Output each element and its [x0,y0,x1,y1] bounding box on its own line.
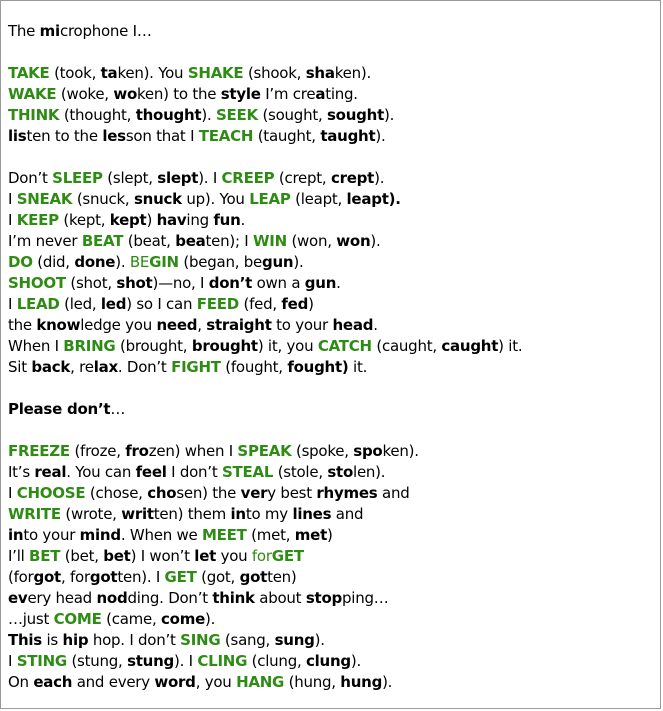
text-segment: ). [384,106,395,124]
text-segment: (did, [32,253,75,271]
bold-text: done [74,253,116,271]
text-segment: ). [115,253,130,271]
bold-text: sung [274,631,315,649]
text-segment: (woke, [56,85,114,103]
bold-text: hung [340,673,383,691]
lyric-line [8,105,522,126]
bold-text: stop [305,589,342,607]
lyric-line [8,252,522,273]
text-segment: (bet, [60,547,104,565]
bold-text: word [154,673,196,691]
text-segment: and [377,484,410,502]
bold-text: brought [191,337,258,355]
verb-highlight: CATCH [317,337,372,355]
lyric-line [8,315,522,336]
bold-text: a [315,85,326,103]
bold-text: snuck [133,190,182,208]
bold-text: Please don’t [8,400,111,418]
bold-text: let [194,547,217,565]
lyric-line [8,294,522,315]
text-segment: and [331,505,364,523]
text-segment: , re [70,358,94,376]
bold-text: leapt). [346,190,401,208]
text-segment: . [336,274,341,292]
bold-text: ver [240,484,268,502]
lyric-line [8,84,522,105]
bold-text: This [8,631,42,649]
text-segment: I [8,211,17,229]
text-segment: (froze, [69,442,126,460]
text-segment: ) I won’t [130,547,195,565]
text-segment: ken). [382,442,419,460]
text-segment: sen) the [176,484,241,502]
verb-highlight: HANG [236,673,285,691]
text-segment: BE [129,253,150,271]
text-segment: , [197,316,207,334]
verb-highlight: LEAD [16,295,60,313]
verb-highlight: TAKE [8,64,50,82]
bold-text: writ [121,505,154,523]
text-segment: (slept, [102,169,158,187]
text-segment: (stole, [273,463,328,481]
text-segment: I [8,652,17,670]
text-segment: (sought, [257,106,327,124]
text-segment: ) [146,211,157,229]
text-segment: len). [353,463,386,481]
text-segment: (crept, [274,169,331,187]
bold-text: gun [304,274,337,292]
text-segment: I [8,190,17,208]
text-segment: (brought, [115,337,192,355]
text-segment: ). [370,232,381,250]
verb-highlight: STEAL [221,463,274,481]
bold-text: shot [116,274,153,292]
text-segment: it. [348,358,368,376]
text-segment: ting. [325,85,358,103]
bold-text: bea [175,232,206,250]
bold-text: sto [327,463,354,481]
text-segment: ping… [342,589,389,607]
text-segment: (shook, [243,64,306,82]
text-segment: to your [271,316,333,334]
text-segment: . [373,316,378,334]
text-segment: ten) [267,568,297,586]
bold-text: each [33,673,73,691]
text-segment: is [41,631,63,649]
verb-highlight: SLEEP [52,169,103,187]
lyric-line [8,336,522,357]
verb-highlight: SPEAK [237,442,292,460]
bold-text: in [8,526,24,544]
text-segment: (snuck, [72,190,134,208]
text-segment: (won, [286,232,337,250]
text-segment: crophone I… [59,22,152,40]
text-segment: (leapt, [290,190,347,208]
lyric-line [8,588,522,609]
text-segment: ) so I can [126,295,197,313]
bold-text: crept [330,169,375,187]
lyric-line [8,189,522,210]
lyric-line [8,483,522,504]
text-segment: (came, [101,610,162,628]
bold-text: fun [213,211,241,229]
text-segment: )—no, I [152,274,209,292]
text-segment: (chose, [85,484,148,502]
text-segment: (took, [49,64,101,82]
bold-text: taught [320,127,376,145]
verb-highlight: CREEP [221,169,275,187]
lyric-line [8,231,522,252]
text-segment: ) [308,295,314,313]
text-segment: (hung, [284,673,341,691]
bold-text: real [34,463,67,481]
lyric-line [8,357,522,378]
bold-text: need [156,316,198,334]
lyrics-text [8,21,522,693]
verb-highlight: TEACH [198,127,254,145]
verb-highlight: SHAKE [187,64,244,82]
verb-highlight: SHOOT [8,274,66,292]
verb-highlight: FREEZE [8,442,70,460]
verb-highlight: SEEK [216,106,258,124]
bold-text: got [33,568,61,586]
bold-text: back [31,358,71,376]
text-segment: Don’t [8,169,53,187]
text-segment: ) it, you [257,337,318,355]
text-segment: ). [205,610,216,628]
text-segment: (sang, [220,631,275,649]
text-segment: (caught, [371,337,442,355]
lyric-line [8,546,522,567]
text-segment: own a [252,274,305,292]
text-segment: (for [8,568,34,586]
verb-highlight: STING [16,652,67,670]
bold-text: got [89,568,118,586]
text-segment: ). [375,127,386,145]
text-segment: y best [267,484,317,502]
bold-text: spo [353,442,383,460]
lyric-line [8,630,522,651]
bold-text: feel [135,463,167,481]
bold-text: led [100,295,127,313]
text-segment: to your [23,526,80,544]
text-segment: I’m never [8,232,82,250]
lyric-line [8,504,522,525]
verb-highlight: THINK [8,106,60,124]
bold-text: fro [125,442,149,460]
text-segment: up). You [181,190,250,208]
lyric-line [8,168,522,189]
blank-line [8,420,522,441]
lyric-line [8,399,522,420]
verb-highlight: CLING [197,652,248,670]
text-segment: (clung, [247,652,306,670]
text-segment: (thought, [59,106,136,124]
text-segment: ) [327,526,333,544]
bold-text: wo [113,85,138,103]
lyric-line [8,462,522,483]
text-segment: I [8,295,17,313]
text-segment: (met, [246,526,295,544]
lyric-line [8,567,522,588]
text-segment: ). I [198,169,222,187]
bold-text: ev [8,589,28,607]
verb-highlight: GET [164,568,197,586]
text-segment: … [110,400,126,418]
text-segment: , for [60,568,90,586]
verb-highlight: BET [29,547,61,565]
text-segment: (fought, [220,358,288,376]
text-segment: . Don’t [117,358,172,376]
lyric-line [8,525,522,546]
text-segment: (taught, [253,127,321,145]
text-segment: ten). I [117,568,165,586]
text-segment: ). [350,652,362,670]
lyric-line [8,273,522,294]
bold-text: mind [79,526,121,544]
lyric-line [8,21,522,42]
text-segment: It’s [8,463,35,481]
bold-text: slept [157,169,199,187]
text-segment: ). [293,253,304,271]
text-segment: …just [8,610,54,628]
text-segment: (shot, [65,274,117,292]
bold-text: lax [93,358,118,376]
text-segment: son that I [125,127,199,145]
text-segment: hop. I don’t [88,631,181,649]
lyric-line [8,651,522,672]
text-segment: ). I [174,652,198,670]
lyric-line [8,210,522,231]
verb-highlight: WAKE [8,85,57,103]
text-segment: I’m cre [260,85,316,103]
text-segment: ). [201,106,216,124]
verb-highlight: MEET [202,526,247,544]
bold-text: stung [127,652,175,670]
lyric-line [8,63,522,84]
bold-text: know [36,316,81,334]
bold-text: straight [206,316,272,334]
bold-text: sha [305,64,335,82]
bold-text: won [336,232,371,250]
text-segment: ten to the [26,127,103,145]
blank-line [8,378,522,399]
text-segment: , you [195,673,237,691]
bold-text: les [102,127,126,145]
text-segment: Sit [8,358,32,376]
text-segment: ken). [334,64,371,82]
lyric-line [8,609,522,630]
text-segment: the [8,316,37,334]
text-segment: When I [8,337,64,355]
text-segment: ten) them [153,505,231,523]
text-segment: I don’t [166,463,222,481]
text-segment: ). [374,169,385,187]
verb-highlight: WRITE [8,505,61,523]
verb-highlight: FIGHT [171,358,221,376]
bold-text: hav [156,211,187,229]
text-segment: ). [382,673,393,691]
verb-highlight: SING [180,631,221,649]
text-segment: . When we [120,526,202,544]
text-segment: (fed, [238,295,282,313]
bold-text: ta [100,64,118,82]
verb-highlight: BRING [63,337,116,355]
text-segment: (stung, [66,652,128,670]
text-segment: The [8,22,40,40]
text-segment: On [8,673,34,691]
text-segment: (kept, [58,211,110,229]
verb-highlight: GIN [149,253,179,271]
bold-text: nod [96,589,128,607]
text-segment: (wrote, [60,505,122,523]
verb-highlight: SNEAK [16,190,73,208]
text-segment: . You can [66,463,136,481]
bold-text: in [230,505,246,523]
bold-text: cho [147,484,177,502]
text-segment: (spoke, [291,442,354,460]
bold-text: head [332,316,374,334]
text-segment: I’ll [8,547,30,565]
verb-highlight: KEEP [16,211,59,229]
text-segment: ken). You [117,64,188,82]
text-segment: ding. Don’t [127,589,213,607]
text-segment: ken) to the [137,85,221,103]
bold-text: kept [109,211,147,229]
bold-text: rhymes [316,484,378,502]
verb-highlight: BEAT [81,232,124,250]
text-segment: ) it. [498,337,523,355]
bold-text: mi [39,22,60,40]
verb-highlight: LEAP [249,190,291,208]
text-segment: and every [72,673,155,691]
blank-line [8,42,522,63]
text-segment: (beat, [123,232,176,250]
text-segment: I [8,484,17,502]
verb-highlight: COME [53,610,102,628]
bold-text: hip [62,631,89,649]
text-segment: ery head [27,589,97,607]
text-segment: ing [186,211,214,229]
bold-text: sought [327,106,384,124]
bold-text: think [212,589,255,607]
lyric-line [8,441,522,462]
verb-highlight: WIN [252,232,287,250]
text-segment: . [240,211,246,229]
bold-text: fought) [287,358,349,376]
bold-text: lis [8,127,27,145]
verb-highlight: GET [271,547,304,565]
bold-text: thought [135,106,202,124]
text-segment: ). [314,631,325,649]
lyric-line [8,126,522,147]
bold-text: fed [281,295,309,313]
bold-text: style [220,85,261,103]
text-segment: for [251,547,272,565]
verb-highlight: FEED [196,295,239,313]
text-segment: (got, [196,568,240,586]
bold-text: don’t [208,274,253,292]
bold-text: lines [292,505,332,523]
blank-line [8,147,522,168]
verb-highlight: CHOOSE [16,484,86,502]
text-segment: about [254,589,306,607]
bold-text: got [239,568,268,586]
bold-text: clung [306,652,351,670]
text-segment: you [216,547,252,565]
text-segment: ledge you [80,316,157,334]
bold-text: gun [262,253,294,271]
text-segment: (led, [59,295,101,313]
text-segment: to my [245,505,293,523]
bold-text: met [294,526,328,544]
lyric-line [8,672,522,693]
bold-text: come [161,610,206,628]
bold-text: bet [103,547,131,565]
bold-text: caught [441,337,499,355]
text-segment: zen) when I [148,442,238,460]
text-segment: (began, be [178,253,262,271]
text-segment: ten); I [205,232,253,250]
verb-highlight: DO [8,253,33,271]
